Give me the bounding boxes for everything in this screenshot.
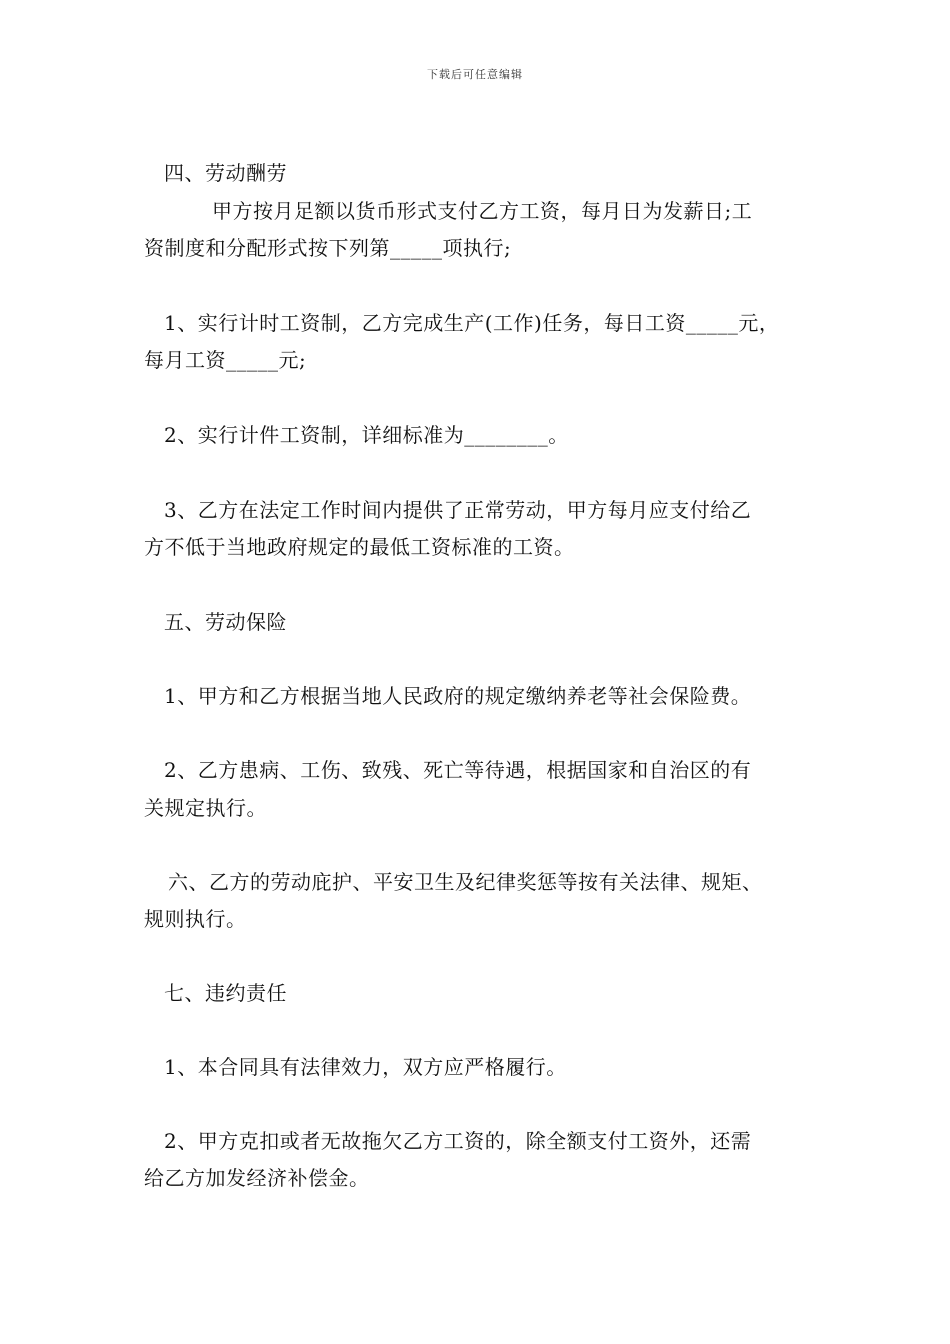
clause-item-1: 1、实行计时工资制，乙方完成生产(工作)任务，每日工资_____元， [164, 311, 780, 335]
paragraph-line: 给乙方加发经济补偿金。 [144, 1166, 370, 1190]
paragraph-line: 资制度和分配形式按下列第_____项执行; [144, 236, 512, 260]
section-heading-6: 六、乙方的劳动庇护、平安卫生及纪律奖惩等按有关法律、规矩、 [168, 870, 763, 894]
clause-item-2: 2、实行计件工资制，详细标准为________。 [164, 423, 569, 447]
paragraph-line: 每月工资_____元; [144, 348, 307, 372]
paragraph-line: 规则执行。 [144, 907, 247, 931]
paragraph-line: 方不低于当地政府规定的最低工资标准的工资。 [144, 535, 575, 559]
clause-item-2: 2、乙方患病、工伤、致残、死亡等待遇，根据国家和自治区的有 [164, 758, 752, 782]
clause-item-1: 1、甲方和乙方根据当地人民政府的规定缴纳养老等社会保险费。 [164, 684, 752, 708]
section-heading-7: 七、违约责任 [164, 981, 287, 1005]
clause-item-2: 2、甲方克扣或者无故拖欠乙方工资的，除全额支付工资外，还需 [164, 1129, 752, 1153]
section-heading-4: 四、劳动酬劳 [164, 161, 287, 185]
paragraph-line: 关规定执行。 [144, 796, 267, 820]
clause-item-3: 3、乙方在法定工作时间内提供了正常劳动，甲方每月应支付给乙 [164, 498, 752, 522]
clause-item-1: 1、本合同具有法律效力，双方应严格履行。 [164, 1055, 567, 1079]
paragraph-line: 甲方按月足额以货币形式支付乙方工资，每月日为发薪日;工 [212, 199, 753, 223]
section-heading-5: 五、劳动保险 [164, 610, 287, 634]
page-header-watermark: 下载后可任意编辑 [427, 68, 523, 81]
